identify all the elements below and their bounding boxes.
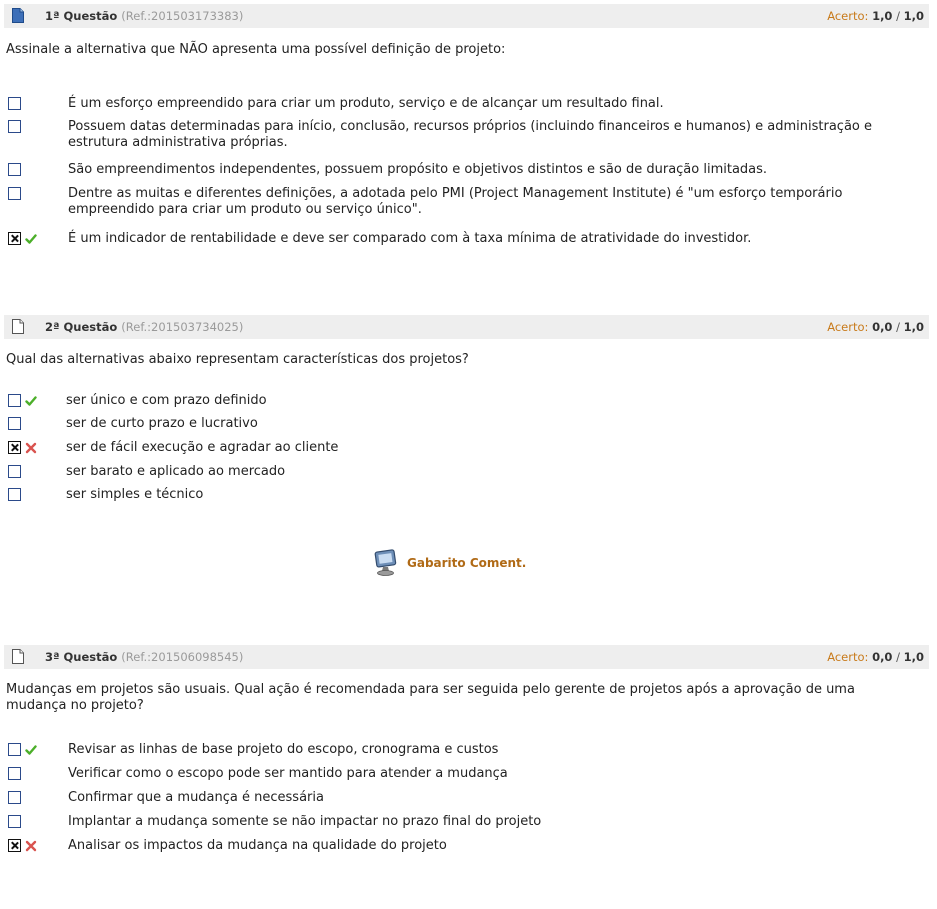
computer-monitor-icon xyxy=(373,549,399,577)
correct-check-icon xyxy=(25,395,37,407)
option-row xyxy=(6,814,924,832)
score-label: Acerto: xyxy=(827,9,869,23)
question-ref: (Ref.:201506098545) xyxy=(121,650,244,664)
option-checkbox[interactable] xyxy=(8,465,21,478)
score-max: 1,0 xyxy=(903,9,924,23)
question-score xyxy=(827,320,924,334)
option-text: ser de curto prazo e lucrativo xyxy=(66,416,258,431)
question-number: 1ª Questão xyxy=(45,9,118,23)
option-row xyxy=(6,440,924,458)
score-value: 0,0 xyxy=(872,320,893,334)
option-checkbox[interactable] xyxy=(8,97,21,110)
option-checkbox[interactable] xyxy=(8,120,21,133)
question-score xyxy=(827,650,924,664)
option-text: Possuem datas determinadas para início, conclusão, recursos próprios (incluindo financeiros e humanos) e administração e estrutura administrativa próprias. xyxy=(68,119,872,150)
option-row xyxy=(6,790,924,808)
document-icon xyxy=(12,319,24,334)
wrong-cross-icon xyxy=(25,840,37,852)
wrong-cross-icon xyxy=(25,442,37,454)
option-row xyxy=(6,186,924,222)
question-text: Qual das alternativas abaixo representam características dos projetos? xyxy=(6,352,469,367)
option-text: Dentre as muitas e diferentes definições, a adotada pelo PMI (Project Management Institute) é "um esforço temporário empreendido para criar um produto ou serviço único". xyxy=(68,186,843,217)
question-2-header xyxy=(4,315,929,339)
option-checkbox[interactable] xyxy=(8,163,21,176)
option-text: Verificar como o escopo pode ser mantido para atender a mudança xyxy=(68,766,508,781)
option-text: Implantar a mudança somente se não impactar no prazo final do projeto xyxy=(68,814,542,829)
option-row xyxy=(6,119,924,155)
correct-check-icon xyxy=(25,233,37,245)
question-text: Assinale a alternativa que NÃO apresenta uma possível definição de projeto: xyxy=(6,42,506,57)
gabarito-comment-link[interactable] xyxy=(373,548,526,578)
option-text: ser simples e técnico xyxy=(66,487,204,502)
score-separator: / xyxy=(892,9,904,23)
option-checkbox-checked[interactable] xyxy=(8,839,21,852)
option-text: Analisar os impactos da mudança na qualidade do projeto xyxy=(68,838,447,853)
score-separator: / xyxy=(892,320,904,334)
question-title xyxy=(45,9,243,23)
score-label: Acerto: xyxy=(827,650,869,664)
question-ref: (Ref.:201503173383) xyxy=(121,9,244,23)
question-number: 2ª Questão xyxy=(45,320,118,334)
option-checkbox-checked[interactable] xyxy=(8,232,21,245)
option-text: São empreendimentos independentes, possuem propósito e objetivos distintos e são de duração limitadas. xyxy=(68,162,768,177)
option-row xyxy=(6,838,924,856)
option-row xyxy=(6,464,924,482)
gabarito-label: Gabarito Coment. xyxy=(407,556,527,570)
option-checkbox[interactable] xyxy=(8,791,21,804)
option-checkbox[interactable] xyxy=(8,488,21,501)
option-checkbox[interactable] xyxy=(8,767,21,780)
question-3-header xyxy=(4,645,929,669)
question-number: 3ª Questão xyxy=(45,650,118,664)
option-checkbox[interactable] xyxy=(8,815,21,828)
document-icon xyxy=(12,649,24,664)
score-value: 1,0 xyxy=(872,9,893,23)
option-checkbox[interactable] xyxy=(8,187,21,200)
question-ref: (Ref.:201503734025) xyxy=(121,320,244,334)
question-score xyxy=(827,9,924,23)
option-text: ser de fácil execução e agradar ao cliente xyxy=(66,440,339,455)
score-max: 1,0 xyxy=(903,650,924,664)
option-text: É um indicador de rentabilidade e deve ser comparado com à taxa mínima de atratividade do investidor. xyxy=(68,231,752,246)
option-row xyxy=(6,487,924,505)
option-text: Confirmar que a mudança é necessária xyxy=(68,790,324,805)
option-row xyxy=(6,393,924,411)
option-row xyxy=(6,96,924,114)
option-checkbox[interactable] xyxy=(8,417,21,430)
option-text: Revisar as linhas de base projeto do escopo, cronograma e custos xyxy=(68,742,499,757)
document-icon xyxy=(12,8,24,23)
option-checkbox[interactable] xyxy=(8,743,21,756)
option-text: ser único e com prazo definido xyxy=(66,393,267,408)
option-row xyxy=(6,162,924,180)
option-row xyxy=(6,416,924,434)
question-1-header xyxy=(4,4,929,28)
score-separator: / xyxy=(892,650,904,664)
question-title xyxy=(45,650,243,664)
option-checkbox-checked[interactable] xyxy=(8,441,21,454)
question-title xyxy=(45,320,243,334)
correct-check-icon xyxy=(25,744,37,756)
option-text: ser barato e aplicado ao mercado xyxy=(66,464,286,479)
score-label: Acerto: xyxy=(827,320,869,334)
question-text: Mudanças em projetos são usuais. Qual ação é recomendada para ser seguida pelo gerente de projetos após a aprovação de uma mudança no projeto? xyxy=(6,682,855,713)
option-checkbox[interactable] xyxy=(8,394,21,407)
option-text: É um esforço empreendido para criar um produto, serviço e de alcançar um resultado final. xyxy=(68,96,664,111)
option-row xyxy=(6,742,924,760)
option-row xyxy=(6,766,924,784)
option-row xyxy=(6,231,924,249)
score-value: 0,0 xyxy=(872,650,893,664)
score-max: 1,0 xyxy=(903,320,924,334)
